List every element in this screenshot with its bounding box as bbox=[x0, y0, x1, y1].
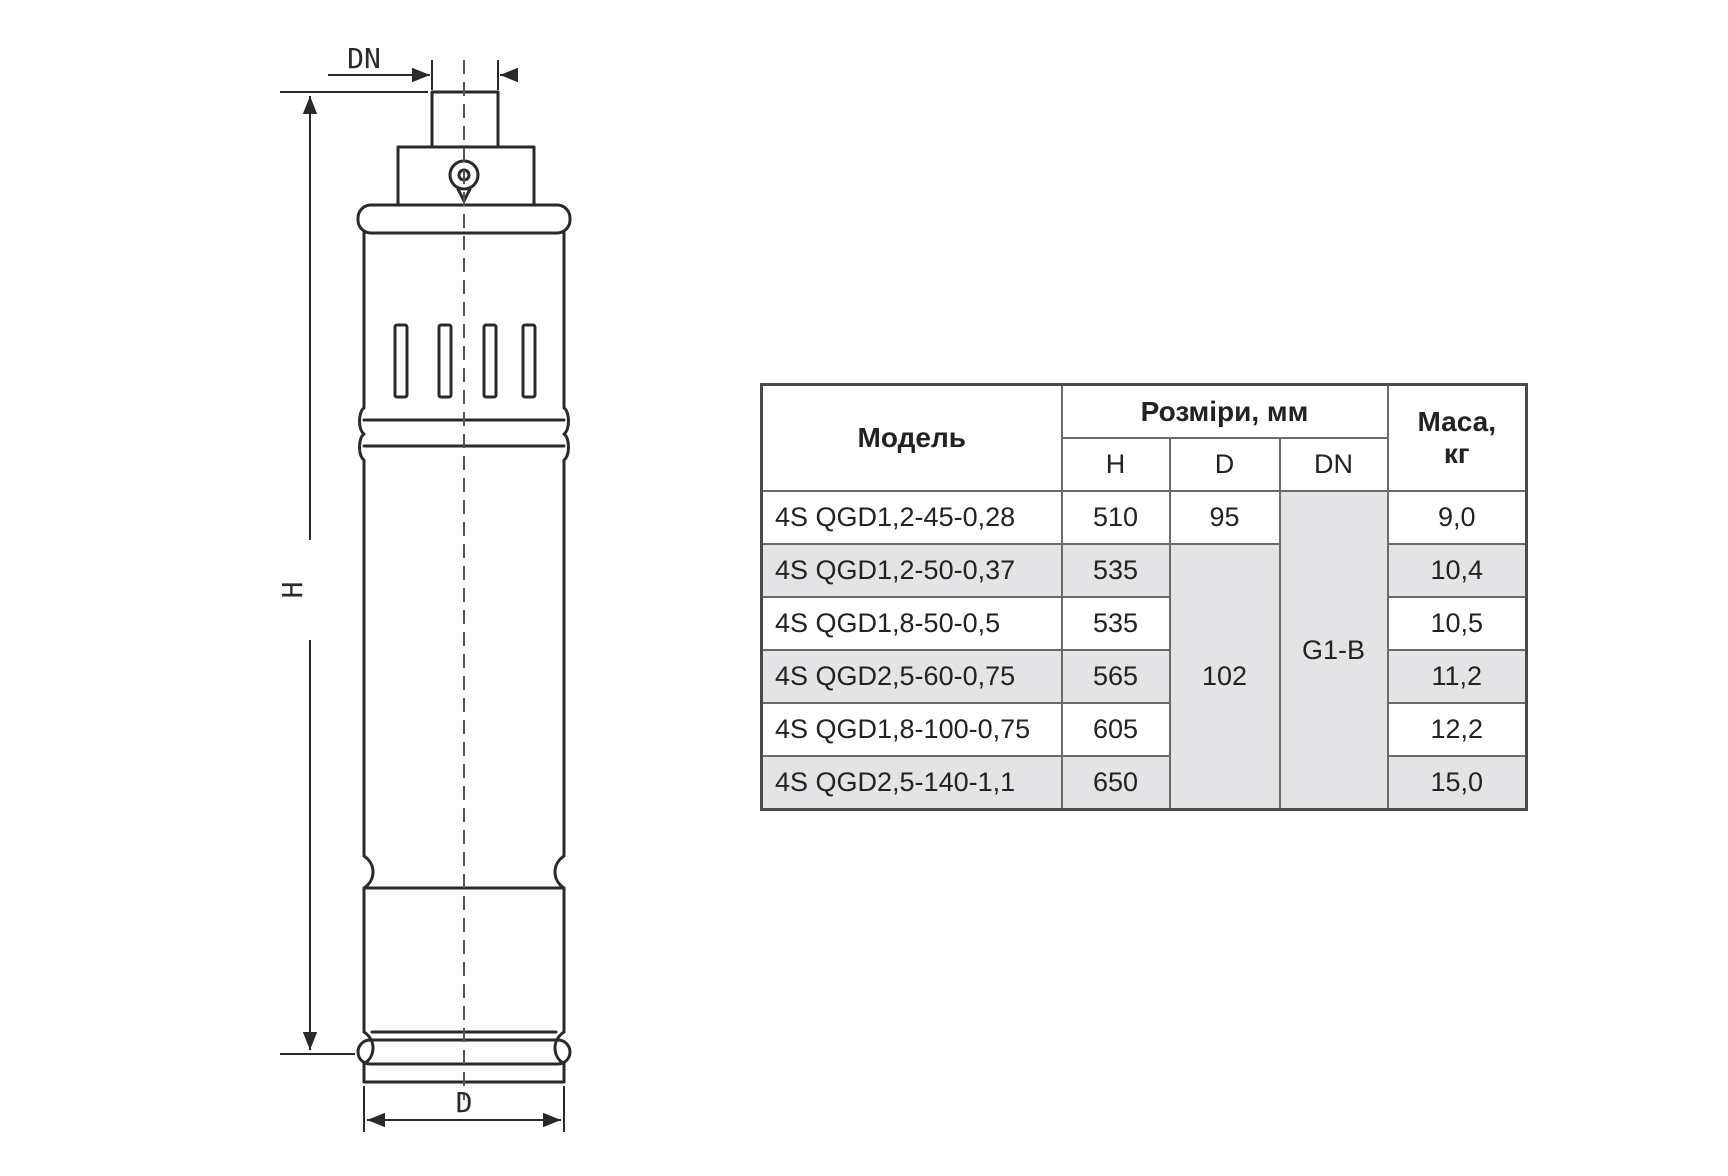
h-dimension bbox=[280, 92, 428, 1054]
cell-mass: 15,0 bbox=[1388, 756, 1527, 810]
h-label: H bbox=[276, 581, 309, 599]
d-label: D bbox=[455, 1086, 473, 1119]
table-row bbox=[762, 544, 1527, 597]
cell-mass: 9,0 bbox=[1388, 491, 1527, 544]
cell-mass: 10,5 bbox=[1388, 597, 1527, 650]
cell-h: 605 bbox=[1062, 703, 1170, 756]
cell-mass: 10,4 bbox=[1388, 544, 1527, 597]
dn-label: DN bbox=[347, 42, 381, 75]
cell-h: 510 bbox=[1062, 491, 1170, 544]
cell-h: 650 bbox=[1062, 756, 1170, 810]
cell-model: 4S QGD1,2-50-0,37 bbox=[762, 544, 1062, 597]
cell-mass: 12,2 bbox=[1388, 703, 1527, 756]
header-h: H bbox=[1062, 438, 1170, 491]
cell-mass: 11,2 bbox=[1388, 650, 1527, 703]
table-row bbox=[762, 703, 1527, 756]
cell-model: 4S QGD2,5-60-0,75 bbox=[762, 650, 1062, 703]
cell-model: 4S QGD1,2-45-0,28 bbox=[762, 491, 1062, 544]
table-row bbox=[762, 756, 1527, 810]
table-row bbox=[762, 597, 1527, 650]
table-row bbox=[762, 650, 1527, 703]
cell-h: 535 bbox=[1062, 544, 1170, 597]
cell-h: 535 bbox=[1062, 597, 1170, 650]
header-dn: DN bbox=[1280, 438, 1388, 491]
header-model: Модель bbox=[762, 385, 1062, 492]
header-dimensions: Розміри, мм bbox=[1062, 385, 1388, 439]
cell-d: 95 bbox=[1170, 491, 1280, 544]
header-mass-line1: Маса, bbox=[1417, 406, 1496, 437]
header-mass bbox=[1388, 385, 1527, 492]
cell-h: 565 bbox=[1062, 650, 1170, 703]
specifications-table bbox=[760, 383, 1528, 811]
cell-d-merged: 102 bbox=[1170, 544, 1280, 810]
cell-model: 4S QGD2,5-140-1,1 bbox=[762, 756, 1062, 810]
header-mass-line2: кг bbox=[1443, 438, 1470, 469]
cell-dn-merged: G1-B bbox=[1280, 491, 1388, 810]
header-d: D bbox=[1170, 438, 1280, 491]
table-row bbox=[762, 491, 1527, 544]
cell-model: 4S QGD1,8-100-0,75 bbox=[762, 703, 1062, 756]
cell-model: 4S QGD1,8-50-0,5 bbox=[762, 597, 1062, 650]
